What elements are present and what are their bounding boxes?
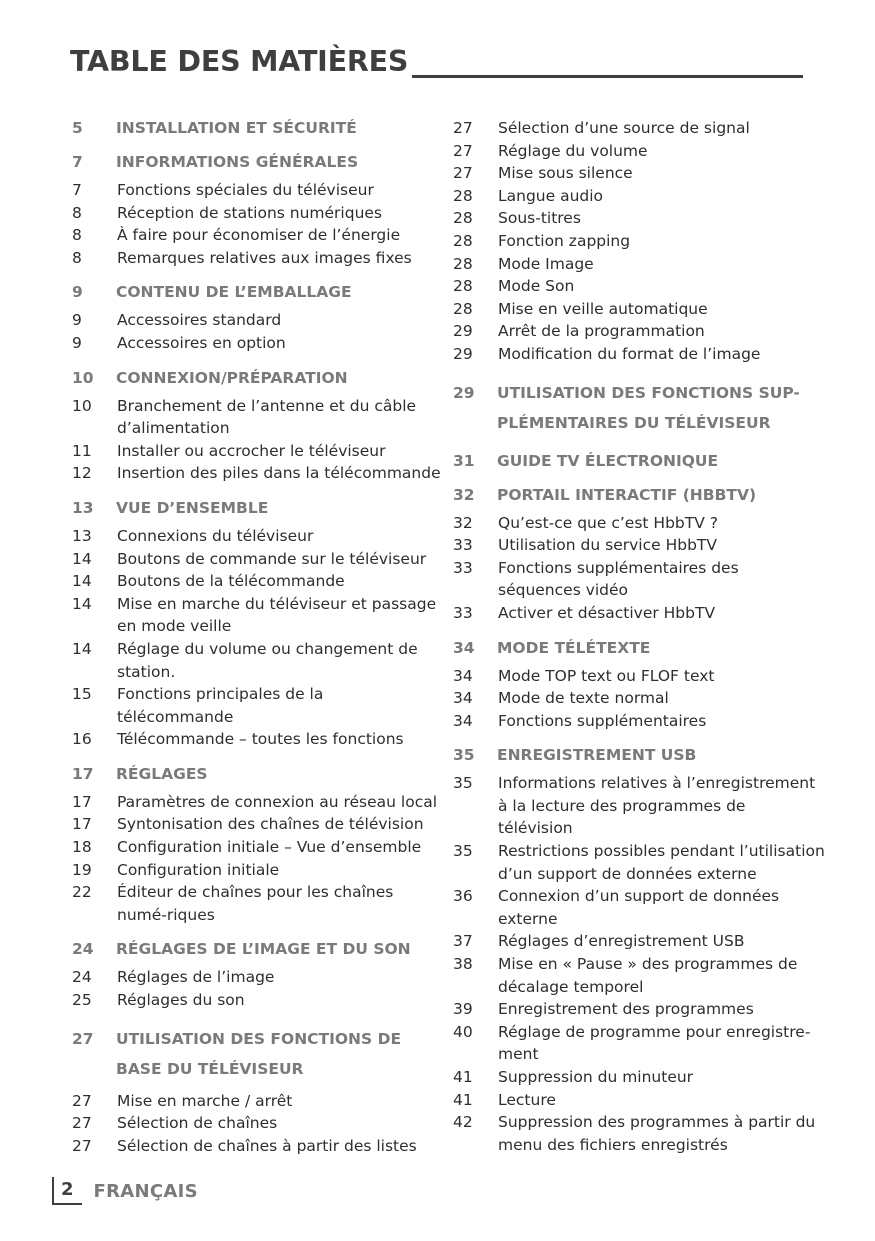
footer-language: FRANÇAIS [93, 1180, 198, 1202]
entry-title: Réglage de programme pour enregistre-ment [498, 1022, 811, 1064]
title-bar [70, 44, 803, 84]
entry-title: Accessoires en option [117, 333, 286, 352]
toc-section-heading[interactable] [453, 637, 825, 659]
entry-page-number: 22 [72, 883, 92, 902]
toc-entry[interactable] [72, 309, 444, 332]
entry-title: Langue audio [498, 186, 604, 205]
toc-entry[interactable] [72, 247, 444, 270]
entry-page-number: 8 [72, 226, 82, 245]
entry-title: Remarques relatives aux images fixes [117, 248, 412, 267]
entry-title: Restrictions possibles pendant l’utilisation d’un support de données externe [498, 842, 825, 883]
entry-page-number: 11 [72, 441, 92, 460]
toc-entry[interactable] [453, 1066, 825, 1089]
toc-entry[interactable] [453, 687, 825, 710]
entry-page-number: 27 [72, 1136, 92, 1155]
entry-title: Mode TOP text ou FLOF text [498, 666, 715, 685]
entry-title: Sélection de chaînes à partir des listes [117, 1136, 417, 1155]
section-page-number: 27 [72, 1029, 94, 1048]
toc-section-heading[interactable] [72, 367, 444, 389]
entry-page-number: 33 [453, 536, 473, 555]
entry-page-number: 14 [72, 549, 92, 568]
entry-title: Réglages d’enregistrement USB [498, 932, 745, 951]
toc-entry[interactable] [72, 638, 444, 683]
entry-page-number: 27 [72, 1091, 92, 1110]
toc-entry[interactable] [453, 930, 825, 953]
toc-entry[interactable] [72, 989, 444, 1012]
entry-title: Lecture [498, 1090, 556, 1109]
page-number: 2 [52, 1177, 82, 1205]
entry-title: Insertion des piles dans la télécommande [117, 464, 441, 483]
entry-title: Branchement de l’antenne et du câble d’alimentation [117, 396, 417, 438]
entry-page-number: 9 [72, 311, 82, 330]
toc-column-left [72, 117, 444, 1157]
entry-page-number: 10 [72, 396, 92, 415]
section-page-number: 35 [453, 746, 475, 765]
toc-entry[interactable] [453, 998, 825, 1021]
toc-entry[interactable] [72, 1112, 444, 1135]
entry-title: Qu’est-ce que c’est HbbTV ? [498, 513, 718, 532]
entry-page-number: 35 [453, 774, 473, 793]
entry-page-number: 28 [453, 209, 473, 228]
entry-title: Arrêt de la programmation [498, 322, 705, 341]
entry-page-number: 29 [453, 344, 473, 363]
toc-entry[interactable] [453, 534, 825, 557]
title-rule [410, 75, 803, 78]
toc-section-heading[interactable] [72, 117, 444, 139]
toc-entry[interactable] [72, 683, 444, 728]
section-gap [453, 732, 825, 744]
section-gap [72, 926, 444, 938]
entry-title: Installer ou accrocher le téléviseur [117, 441, 386, 460]
section-gap [72, 1012, 444, 1024]
entry-page-number: 34 [453, 689, 473, 708]
entry-page-number: 13 [72, 526, 92, 545]
toc-entry[interactable] [72, 395, 444, 440]
entry-page-number: 15 [72, 685, 92, 704]
section-gap [72, 139, 444, 151]
toc-entry[interactable] [453, 253, 825, 276]
toc-entry[interactable] [72, 813, 444, 836]
entry-page-number: 19 [72, 860, 92, 879]
entry-title: Mode de texte normal [498, 689, 669, 708]
entry-page-number: 39 [453, 1000, 473, 1019]
entry-title: Sélection de chaînes [117, 1114, 278, 1133]
entry-title: Fonctions spéciales du téléviseur [117, 181, 374, 199]
toc-entry[interactable] [453, 602, 825, 625]
section-gap [453, 366, 825, 378]
entry-page-number: 8 [72, 248, 82, 267]
page-title: TABLE DES MATIÈRES [70, 44, 412, 80]
section-title: UTILISATION DES FONCTIONS SUP-PLÉMENTAIRES DU TÉLÉVISEUR [497, 383, 800, 432]
entry-title: Accessoires standard [117, 311, 282, 330]
entry-title: Informations relatives à l’enregistrement à la lecture des programmes de télévision [498, 774, 816, 838]
entry-page-number: 7 [72, 181, 82, 199]
section-page-number: 24 [72, 940, 94, 959]
toc-entry[interactable] [72, 462, 444, 485]
entry-page-number: 8 [72, 203, 82, 222]
section-page-number: 13 [72, 498, 94, 517]
entry-page-number: 17 [72, 815, 92, 834]
toc-entry[interactable] [72, 836, 444, 859]
entry-title: À faire pour économiser de l’énergie [117, 226, 401, 245]
section-title: RÉGLAGES DE L’IMAGE ET DU SON [116, 940, 411, 959]
entry-page-number: 33 [453, 603, 473, 622]
entry-title: Mode Son [498, 277, 575, 296]
section-title: MODE TÉLÉTEXTE [497, 638, 651, 657]
toc-section-heading[interactable] [72, 1024, 444, 1084]
toc-entry[interactable] [453, 772, 825, 840]
entry-title: Mise en veille automatique [498, 299, 708, 318]
entry-title: Fonctions principales de la télécommande [117, 685, 324, 726]
entry-title: Fonction zapping [498, 231, 631, 250]
toc-entry[interactable] [453, 185, 825, 208]
toc-entry[interactable] [453, 665, 825, 688]
toc-entry[interactable] [453, 557, 825, 602]
entry-title: Télécommande – toutes les fonctions [117, 730, 404, 749]
entry-page-number: 28 [453, 231, 473, 250]
toc-entry[interactable] [453, 1111, 825, 1156]
entry-title: Connexions du téléviseur [117, 526, 314, 545]
toc-entry[interactable] [453, 140, 825, 163]
toc-section-heading[interactable] [453, 484, 825, 506]
section-page-number: 10 [72, 368, 94, 387]
toc-entry[interactable] [72, 224, 444, 247]
toc-entry[interactable] [72, 881, 444, 926]
section-title: UTILISATION DES FONCTIONS DE BASE DU TÉLÉVISEUR [116, 1029, 402, 1078]
entry-page-number: 28 [453, 186, 473, 205]
toc-entry[interactable] [453, 1089, 825, 1112]
entry-page-number: 17 [72, 792, 92, 811]
toc-entry[interactable] [453, 710, 825, 733]
entry-page-number: 27 [453, 141, 473, 160]
entry-page-number: 27 [72, 1114, 92, 1133]
toc-entry[interactable] [72, 1135, 444, 1158]
entry-title: Paramètres de connexion au réseau local [117, 792, 438, 811]
entry-title: Suppression du minuteur [498, 1068, 694, 1086]
page-footer [52, 1176, 198, 1206]
toc-column-right [453, 117, 825, 1156]
entry-page-number: 34 [453, 711, 473, 730]
entry-title: Configuration initiale – Vue d’ensemble [117, 838, 422, 857]
entry-page-number: 27 [453, 119, 473, 137]
entry-page-number: 37 [453, 932, 473, 951]
entry-title: Syntonisation des chaînes de télévision [117, 815, 424, 834]
toc-entry[interactable] [453, 840, 825, 885]
entry-title: Mise en « Pause » des programmes de décalage temporel [498, 955, 798, 996]
entry-page-number: 29 [453, 322, 473, 341]
entry-page-number: 36 [453, 887, 473, 906]
section-title: RÉGLAGES [116, 764, 208, 783]
section-title: CONNEXION/PRÉPARATION [116, 368, 348, 387]
entry-page-number: 14 [72, 639, 92, 658]
entry-title: Modification du format de l’image [498, 344, 761, 363]
entry-page-number: 41 [453, 1090, 473, 1109]
toc-section-heading[interactable] [72, 938, 444, 960]
entry-page-number: 34 [453, 666, 473, 685]
section-gap [453, 472, 825, 484]
section-gap [72, 485, 444, 497]
entry-title: Utilisation du service HbbTV [498, 536, 717, 555]
toc-entry[interactable] [453, 512, 825, 535]
entry-page-number: 9 [72, 333, 82, 352]
section-page-number: 31 [453, 451, 475, 470]
toc-entry[interactable] [72, 791, 444, 814]
toc-section-heading[interactable] [453, 744, 825, 766]
section-title: VUE D’ENSEMBLE [116, 498, 269, 517]
entry-page-number: 14 [72, 572, 92, 591]
toc-entry[interactable] [453, 117, 825, 140]
toc-entry[interactable] [453, 885, 825, 930]
toc-entry[interactable] [72, 728, 444, 751]
entry-page-number: 24 [72, 968, 92, 987]
section-gap [72, 269, 444, 281]
toc-entry[interactable] [453, 1021, 825, 1066]
toc-entry[interactable] [72, 1090, 444, 1113]
section-page-number: 7 [72, 153, 83, 171]
entry-page-number: 42 [453, 1113, 473, 1132]
entry-title: Suppression des programmes à partir du menu des fichiers enregistrés [498, 1113, 816, 1154]
toc-entry[interactable] [72, 548, 444, 571]
toc-entry[interactable] [72, 440, 444, 463]
toc-section-heading[interactable] [72, 281, 444, 303]
toc-entry[interactable] [72, 593, 444, 638]
section-gap [453, 438, 825, 450]
entry-title: Réglage du volume [498, 141, 648, 160]
toc-entry[interactable] [453, 230, 825, 253]
toc-entry[interactable] [72, 332, 444, 355]
entry-title: Réglages du son [117, 991, 245, 1010]
entry-title: Sous-titres [498, 209, 581, 228]
entry-page-number: 33 [453, 558, 473, 577]
entry-title: Réglages de l’image [117, 968, 275, 987]
entry-page-number: 16 [72, 730, 92, 749]
toc-entry[interactable] [453, 343, 825, 366]
entry-title: Fonctions supplémentaires [498, 711, 707, 730]
entry-title: Configuration initiale [117, 860, 280, 879]
entry-page-number: 32 [453, 513, 473, 532]
toc-entry[interactable] [72, 525, 444, 548]
entry-title: Mise en marche / arrêt [117, 1091, 293, 1110]
section-page-number: 29 [453, 383, 475, 402]
entry-page-number: 12 [72, 464, 92, 483]
section-page-number: 34 [453, 638, 475, 657]
toc-entry[interactable] [72, 570, 444, 593]
entry-title: Réception de stations numériques [117, 203, 383, 222]
entry-title: Activer et désactiver HbbTV [498, 603, 716, 622]
toc-entry[interactable] [72, 859, 444, 882]
toc-entry[interactable] [72, 202, 444, 225]
entry-page-number: 38 [453, 955, 473, 974]
toc-entry[interactable] [453, 953, 825, 998]
section-title: PORTAIL INTERACTIF (HBBTV) [497, 485, 757, 504]
entry-title: Réglage du volume ou changement de station. [117, 639, 418, 681]
toc-section-heading[interactable] [72, 497, 444, 519]
section-title: ENREGISTREMENT USB [497, 746, 697, 765]
section-gap [72, 751, 444, 763]
entry-page-number: 35 [453, 842, 473, 861]
entry-title: Boutons de la télécommande [117, 572, 345, 591]
entry-title: Mise sous silence [498, 164, 633, 183]
toc-entry[interactable] [453, 162, 825, 185]
entry-title: Boutons de commande sur le téléviseur [117, 549, 427, 568]
toc-entry[interactable] [72, 179, 444, 202]
toc-entry[interactable] [453, 275, 825, 298]
section-title: GUIDE TV ÉLECTRONIQUE [497, 451, 719, 470]
section-title: INFORMATIONS GÉNÉRALES [116, 153, 359, 171]
section-page-number: 32 [453, 485, 475, 504]
entry-title: Mode Image [498, 254, 594, 273]
entry-page-number: 28 [453, 277, 473, 296]
toc-entry[interactable] [453, 298, 825, 321]
section-title: INSTALLATION ET SÉCURITÉ [116, 119, 357, 137]
section-page-number: 5 [72, 119, 83, 137]
toc-section-heading[interactable] [453, 450, 825, 472]
section-page-number: 17 [72, 764, 94, 783]
section-gap [72, 355, 444, 367]
toc-entry[interactable] [453, 207, 825, 230]
entry-page-number: 41 [453, 1068, 473, 1086]
section-page-number: 9 [72, 283, 83, 302]
section-gap [453, 625, 825, 637]
entry-page-number: 28 [453, 299, 473, 318]
entry-page-number: 14 [72, 594, 92, 613]
section-title: CONTENU DE L’EMBALLAGE [116, 283, 352, 302]
entry-page-number: 28 [453, 254, 473, 273]
toc-entry[interactable] [72, 966, 444, 989]
toc-section-heading[interactable] [453, 378, 825, 438]
entry-page-number: 40 [453, 1022, 473, 1041]
entry-title: Sélection d’une source de signal [498, 119, 750, 137]
entry-page-number: 25 [72, 991, 92, 1010]
entry-title: Éditeur de chaînes pour les chaînes numé-riques [117, 883, 394, 924]
entry-page-number: 27 [453, 164, 473, 183]
toc-entry[interactable] [453, 320, 825, 343]
entry-title: Mise en marche du téléviseur et passage en mode veille [117, 594, 437, 636]
entry-title: Connexion d’un support de données externe [498, 887, 780, 928]
entry-title: Enregistrement des programmes [498, 1000, 754, 1019]
toc-section-heading[interactable] [72, 151, 444, 173]
toc-section-heading[interactable] [72, 763, 444, 785]
entry-page-number: 18 [72, 838, 92, 857]
entry-title: Fonctions supplémentaires des séquences vidéo [498, 558, 739, 600]
